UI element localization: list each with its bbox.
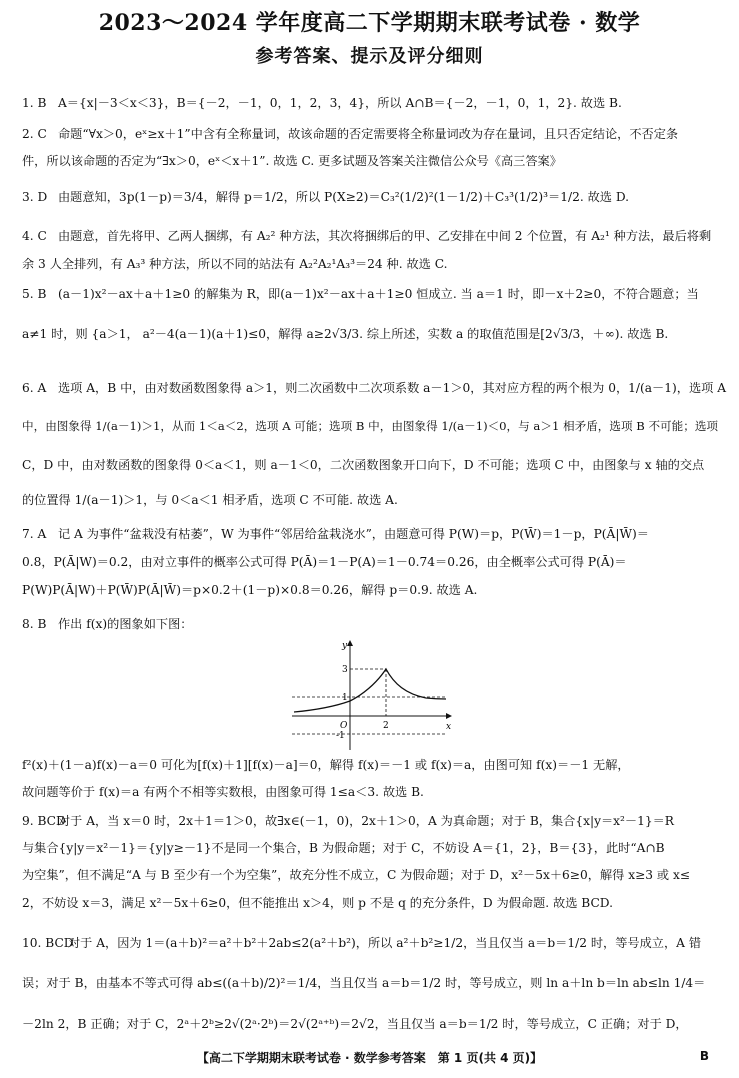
answer-text: 作出 f(x)的图象如下图： (58, 617, 193, 631)
answer-3 (22, 189, 629, 205)
answer-number: 3. D (22, 190, 48, 204)
answer-5 (22, 286, 699, 302)
y-tick-neg1: -1 (336, 731, 345, 741)
answer-9 (22, 813, 674, 829)
answer-text: P(W)P(Ā|W)＋P(W̄)P(Ā|W̄)＝p×0.2＋(1－p)×0.8＝0.26，解得 p＝0.9. 故选 A. (22, 583, 478, 597)
answer-6-line-2 (22, 418, 718, 434)
answer-number: 8. B (22, 617, 47, 631)
answer-2-line-2 (22, 153, 562, 169)
answer-text: 为空集”，但不满足“A 与 B 至少有一个为空集”，故充分性不成立，C 为假命题；对于 D，x²－5x＋6≥0，解得 x≥3 或 x≤ (22, 868, 691, 882)
answer-text: 2，不妨设 x＝3，满足 x²－5x＋6≥0，但不能推出 x＞4，则 p 不是 q 的充分条件，D 为假命题. 故选 BCD. (22, 896, 614, 910)
answer-10 (22, 935, 701, 951)
y-tick-1: 1 (342, 693, 348, 703)
answer-text: 对于 A，因为 1＝(a＋b)²＝a²＋b²＋2ab≤2(a²＋b²)，所以 a²＋b²≥1/2，当且仅当 a＝b＝1/2 时，等号成立，A 错 (68, 936, 702, 950)
answer-text: A＝{x|－3＜x＜3}，B＝{－2，－1，0，1，2，3，4}，所以 A∩B＝{－2，－1，0，1，2}. 故选 B. (58, 96, 622, 110)
answer-9-line-4 (22, 895, 613, 911)
answer-text: 的位置得 1/(a－1)＞1，与 0＜a＜1 相矛盾，选项 C 不可能. 故选 A. (22, 493, 398, 507)
answer-text: 误；对于 B，由基本不等式可得 ab≤((a＋b)/2)²＝1/4，当且仅当 a＝b＝1/2 时，等号成立，则 ln a＋ln b＝ln ab≤ln 1/4＝ (22, 976, 706, 990)
page-title: 2023～2024 学年度高二下学期期末联考试卷 · 数学 (98, 10, 641, 36)
answer-number: 9. BCD (22, 814, 66, 828)
answer-8 (22, 616, 192, 632)
x-axis-label: x (446, 722, 452, 732)
x-axis-arrow (446, 713, 452, 719)
footer-version: B (699, 1049, 709, 1063)
answer-4-line-2 (22, 256, 448, 272)
function-curve (294, 669, 446, 712)
answer-number: 6. A (22, 381, 47, 395)
answer-text: 件，所以该命题的否定为“∃x＞0，eˣ＜x＋1”. 故选 C. 更多试题及答案关注微信公众号《高三答案》 (22, 154, 562, 168)
answer-9-line-2 (22, 840, 665, 856)
answer-number: 10. BCD (22, 936, 74, 950)
x-tick-2: 2 (383, 721, 389, 731)
answer-number: 4. C (22, 229, 47, 243)
answer-number: 7. A (22, 527, 47, 541)
answer-7-line-3 (22, 582, 477, 598)
answer-text: 与集合{y|y＝x²－1}＝{y|y≥－1}不是同一个集合，B 为假命题；对于 C，不妨设 A＝{1，2}，B＝{3}，此时“A∩B (22, 841, 665, 855)
answer-8-line-3 (22, 784, 424, 800)
answer-text: 对于 A，当 x＝0 时，2x＋1＝1＞0，故∃x∈(－1，0)，2x＋1＞0，A 为真命题；对于 B，集合{x|y＝x²－1}＝R (58, 814, 674, 828)
answer-number: 1. B (22, 96, 47, 110)
page-subtitle: 参考答案、提示及评分细则 (255, 46, 484, 67)
answer-5-line-2 (22, 326, 668, 342)
answer-6-line-3 (22, 457, 704, 473)
y-axis-label: y (342, 641, 348, 651)
answer-text: 余 3 人全排列，有 A₃³ 种方法，所以不同的站法有 A₂²A₂¹A₃³＝24 种. 故选 C. (22, 257, 448, 271)
answer-text: 命题“∀x＞0，eˣ≥x＋1”中含有全称量词，故该命题的否定需要将全称量词改为存在量词，且只否定结论，不否定条 (58, 127, 679, 141)
answer-text: 中，由图象得 1/(a－1)＞1，从而 1＜a＜2，选项 A 可能；选项 B 中，由图象得 1/(a－1)＜0，与 a＞1 相矛盾，选项 B 不可能；选项 (22, 419, 719, 433)
origin-label: O (340, 721, 348, 731)
answer-text: 记 A 为事件“盆栽没有枯萎”，W 为事件“邻居给盆栽浇水”，由题意可得 P(W)＝p，P(W̄)＝1－p，P(Ā|W̄)＝ (58, 527, 649, 541)
answer-7 (22, 526, 649, 542)
answer-text: (a－1)x²－ax＋a＋1≥0 的解集为 R，即(a－1)x²－ax＋a＋1≥0 恒成立. 当 a＝1 时，即－x＋2≥0，不符合题意；当 (58, 287, 699, 301)
answer-text: 由题意知，3p(1－p)＝3/4，解得 p＝1/2，所以 P(X≥2)＝C₃²(1/2)²(1－1/2)＋C₃³(1/2)³＝1/2. 故选 D. (58, 190, 630, 204)
answer-text: 故问题等价于 f(x)＝a 有两个不相等实数根，由图象可得 1≤a＜3. 故选 B. (22, 785, 424, 799)
answer-text: a≠1 时，则 {a＞1， a²－4(a－1)(a＋1)≤0，解得 a≥2√3/3. 综上所述，实数 a 的取值范围是[2√3/3，＋∞). 故选 B. (22, 327, 669, 341)
answer-10-line-2 (22, 975, 705, 991)
footer-page-info: 【高二下学期期末联考试卷 · 数学参考答案 第 1 页(共 4 页)】 (196, 1051, 543, 1065)
y-axis-arrow (347, 640, 353, 646)
answer-4 (22, 228, 711, 244)
answer-text: －2ln 2，B 正确；对于 C，2ᵃ＋2ᵇ≥2√(2ᵃ·2ᵇ)＝2√(2ᵃ⁺ᵇ)＝2√2，当且仅当 a＝b＝1/2 时，等号成立，C 正确；对于 D， (22, 1017, 688, 1031)
answer-text: 选项 A，B 中，由对数函数图象得 a＞1，则二次函数中二次项系数 a－1＞0，其对应方程的两个根为 0，1/(a－1)，选项 A (58, 381, 726, 395)
answer-10-line-3 (22, 1016, 688, 1032)
answer-text: 由题意，首先将甲、乙两人捆绑，有 A₂² 种方法，其次将捆绑后的甲、乙安排在中间 2 个位置，有 A₂¹ 种方法，最后将剩 (58, 229, 712, 243)
y-tick-3: 3 (342, 665, 348, 675)
answer-text: 0.8，P(Ā|W)＝0.2，由对立事件的概率公式可得 P(Ā)＝1－P(A)＝1－0.74＝0.26，由全概率公式可得 P(Ā)＝ (22, 555, 627, 569)
answer-2 (22, 126, 678, 142)
answer-text: f²(x)＋(1－a)f(x)－a＝0 可化为[f(x)＋1][f(x)－a]＝0，解得 f(x)＝－1 或 f(x)＝a，由图可知 f(x)＝－1 无解， (22, 758, 630, 772)
answer-6 (22, 380, 726, 396)
answer-8-line-2 (22, 757, 630, 773)
answer-number: 5. B (22, 287, 47, 301)
answer-text: C，D 中，由对数函数的图象得 0＜a＜1，则 a－1＜0，二次函数图象开口向下，D 不可能；选项 C 中，由图象与 x 轴的交点 (22, 458, 705, 472)
answer-1 (22, 95, 622, 111)
answer-6-line-4 (22, 492, 398, 508)
answer-9-line-3 (22, 867, 690, 883)
answer-number: 2. C (22, 127, 47, 141)
function-graph (286, 634, 456, 754)
answer-7-line-2 (22, 554, 627, 570)
